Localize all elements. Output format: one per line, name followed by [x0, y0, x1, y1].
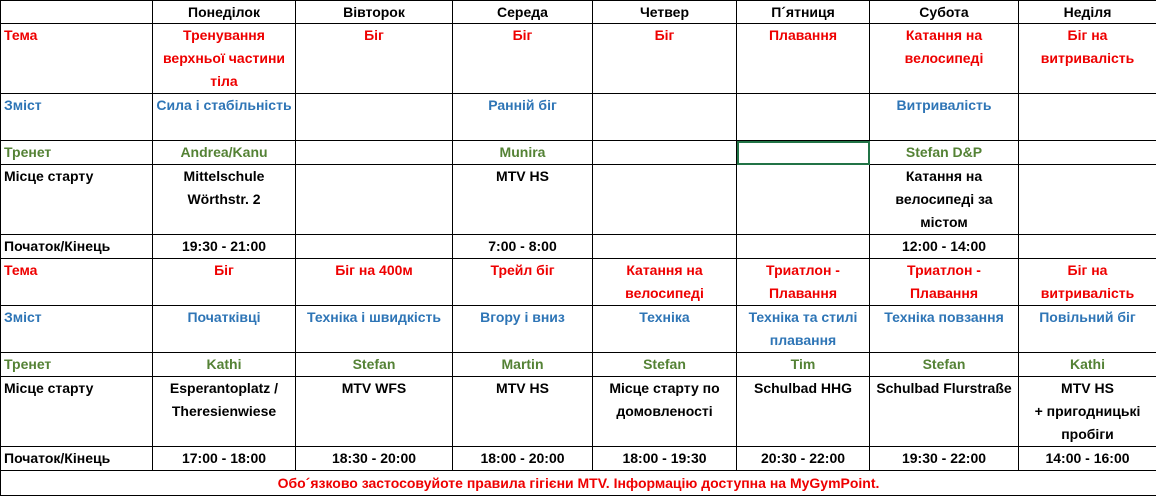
- schedule-body: [1, 24, 1156, 471]
- cell-mistse[interactable]: MTV HS: [453, 377, 593, 447]
- day-header[interactable]: Неділя: [1019, 1, 1156, 24]
- row-label-tema[interactable]: Тема: [1, 24, 153, 94]
- row-label-zmist[interactable]: Зміст: [1, 306, 153, 353]
- cell-trener[interactable]: Munira: [453, 141, 593, 165]
- cell-trener[interactable]: Stefan D&P: [870, 141, 1019, 165]
- cell-mistse[interactable]: MTV WFS: [296, 377, 453, 447]
- cell-zmist[interactable]: [737, 94, 870, 141]
- row-label-mistse[interactable]: Місце старту: [1, 377, 153, 447]
- footer-row: [1, 471, 1156, 496]
- row-mistse: [1, 165, 1156, 235]
- cell-zmist[interactable]: [593, 94, 737, 141]
- cell-mistse[interactable]: Катання на велосипеді за містом: [870, 165, 1019, 235]
- cell-zmist[interactable]: Техніка повзання: [870, 306, 1019, 353]
- row-label-time[interactable]: Початок/Кінець: [1, 447, 153, 471]
- row-label-trener[interactable]: Тренет: [1, 141, 153, 165]
- cell-tema[interactable]: Біг: [453, 24, 593, 94]
- cell-tema[interactable]: Біг: [296, 24, 453, 94]
- cell-tema[interactable]: Біг: [153, 259, 296, 306]
- cell-time[interactable]: 7:00 - 8:00: [453, 235, 593, 259]
- cell-tema[interactable]: Триатлон - Плавання: [737, 259, 870, 306]
- row-zmist: [1, 306, 1156, 353]
- cell-mistse[interactable]: [737, 165, 870, 235]
- cell-time[interactable]: [593, 235, 737, 259]
- hygiene-notice[interactable]: Обо´язково застосовуйоте правила гігієни MTV. Інформацію доступна на MyGymPoint.: [1, 471, 1156, 496]
- row-tema: [1, 24, 1156, 94]
- cell-time[interactable]: 18:00 - 20:00: [453, 447, 593, 471]
- cell-time[interactable]: 18:30 - 20:00: [296, 447, 453, 471]
- day-header[interactable]: Четвер: [593, 1, 737, 24]
- day-header[interactable]: Середа: [453, 1, 593, 24]
- row-time: [1, 235, 1156, 259]
- row-zmist: [1, 94, 1156, 141]
- cell-trener[interactable]: Andrea/Kanu: [153, 141, 296, 165]
- cell-trener[interactable]: [593, 141, 737, 165]
- cell-time[interactable]: [737, 235, 870, 259]
- cell-trener[interactable]: Stefan: [296, 353, 453, 377]
- cell-mistse[interactable]: [1019, 165, 1156, 235]
- row-label-mistse[interactable]: Місце старту: [1, 165, 153, 235]
- cell-trener[interactable]: Kathi: [1019, 353, 1156, 377]
- cell-time[interactable]: [296, 235, 453, 259]
- cell-trener[interactable]: [1019, 141, 1156, 165]
- cell-mistse[interactable]: Schulbad HHG: [737, 377, 870, 447]
- row-label-zmist[interactable]: Зміст: [1, 94, 153, 141]
- cell-mistse[interactable]: Schulbad Flurstraße: [870, 377, 1019, 447]
- cell-time[interactable]: 18:00 - 19:30: [593, 447, 737, 471]
- cell-trener[interactable]: Stefan: [870, 353, 1019, 377]
- cell-mistse[interactable]: Місце старту по домовленості: [593, 377, 737, 447]
- cell-zmist[interactable]: [296, 94, 453, 141]
- cell-zmist[interactable]: Ранній біг: [453, 94, 593, 141]
- cell-mistse[interactable]: Mittelschule Wörthstr. 2: [153, 165, 296, 235]
- cell-zmist[interactable]: Початківці: [153, 306, 296, 353]
- row-trener: [1, 141, 1156, 165]
- cell-trener[interactable]: [737, 141, 870, 165]
- cell-trener[interactable]: Stefan: [593, 353, 737, 377]
- cell-zmist[interactable]: [1019, 94, 1156, 141]
- cell-tema[interactable]: Тренування верхньої частини тіла: [153, 24, 296, 94]
- row-trener: [1, 353, 1156, 377]
- cell-zmist[interactable]: Повільний біг: [1019, 306, 1156, 353]
- cell-tema[interactable]: Біг на витривалість: [1019, 259, 1156, 306]
- row-tema: [1, 259, 1156, 306]
- cell-tema[interactable]: Біг на витривалість: [1019, 24, 1156, 94]
- cell-tema[interactable]: Біг на 400м: [296, 259, 453, 306]
- cell-time[interactable]: 19:30 - 22:00: [870, 447, 1019, 471]
- cell-mistse[interactable]: Esperantoplatz / Theresienwiese: [153, 377, 296, 447]
- row-label-tema[interactable]: Тема: [1, 259, 153, 306]
- day-header[interactable]: Понеділок: [153, 1, 296, 24]
- day-header[interactable]: Вівторок: [296, 1, 453, 24]
- cell-time[interactable]: 12:00 - 14:00: [870, 235, 1019, 259]
- cell-mistse[interactable]: [296, 165, 453, 235]
- corner-cell[interactable]: [1, 1, 153, 24]
- cell-mistse[interactable]: MTV HS: [453, 165, 593, 235]
- row-label-time[interactable]: Початок/Кінець: [1, 235, 153, 259]
- cell-tema[interactable]: Катання на велосипеді: [870, 24, 1019, 94]
- cell-zmist[interactable]: Техніка: [593, 306, 737, 353]
- cell-zmist[interactable]: Техніка і швидкість: [296, 306, 453, 353]
- row-label-trener[interactable]: Тренет: [1, 353, 153, 377]
- row-time: [1, 447, 1156, 471]
- cell-time[interactable]: 17:00 - 18:00: [153, 447, 296, 471]
- cell-tema[interactable]: Біг: [593, 24, 737, 94]
- cell-tema[interactable]: Триатлон - Плавання: [870, 259, 1019, 306]
- day-header[interactable]: П´ятниця: [737, 1, 870, 24]
- cell-time[interactable]: 20:30 - 22:00: [737, 447, 870, 471]
- cell-time[interactable]: 14:00 - 16:00: [1019, 447, 1156, 471]
- cell-zmist[interactable]: Техніка та стилі плавання: [737, 306, 870, 353]
- header-row: [1, 1, 1156, 24]
- cell-time[interactable]: 19:30 - 21:00: [153, 235, 296, 259]
- cell-mistse[interactable]: [593, 165, 737, 235]
- day-header[interactable]: Субота: [870, 1, 1019, 24]
- cell-zmist[interactable]: Сила і стабільність: [153, 94, 296, 141]
- cell-trener[interactable]: Kathi: [153, 353, 296, 377]
- cell-trener[interactable]: Tim: [737, 353, 870, 377]
- cell-trener[interactable]: [296, 141, 453, 165]
- cell-zmist[interactable]: Витривалість: [870, 94, 1019, 141]
- cell-tema[interactable]: Плавання: [737, 24, 870, 94]
- cell-zmist[interactable]: Вгору і вниз: [453, 306, 593, 353]
- row-mistse: [1, 377, 1156, 447]
- cell-trener[interactable]: Martin: [453, 353, 593, 377]
- cell-mistse[interactable]: MTV HS + пригодницькі пробіги: [1019, 377, 1156, 447]
- cell-tema[interactable]: Трейл біг: [453, 259, 593, 306]
- cell-time[interactable]: [1019, 235, 1156, 259]
- cell-tema[interactable]: Катання на велосипеді: [593, 259, 737, 306]
